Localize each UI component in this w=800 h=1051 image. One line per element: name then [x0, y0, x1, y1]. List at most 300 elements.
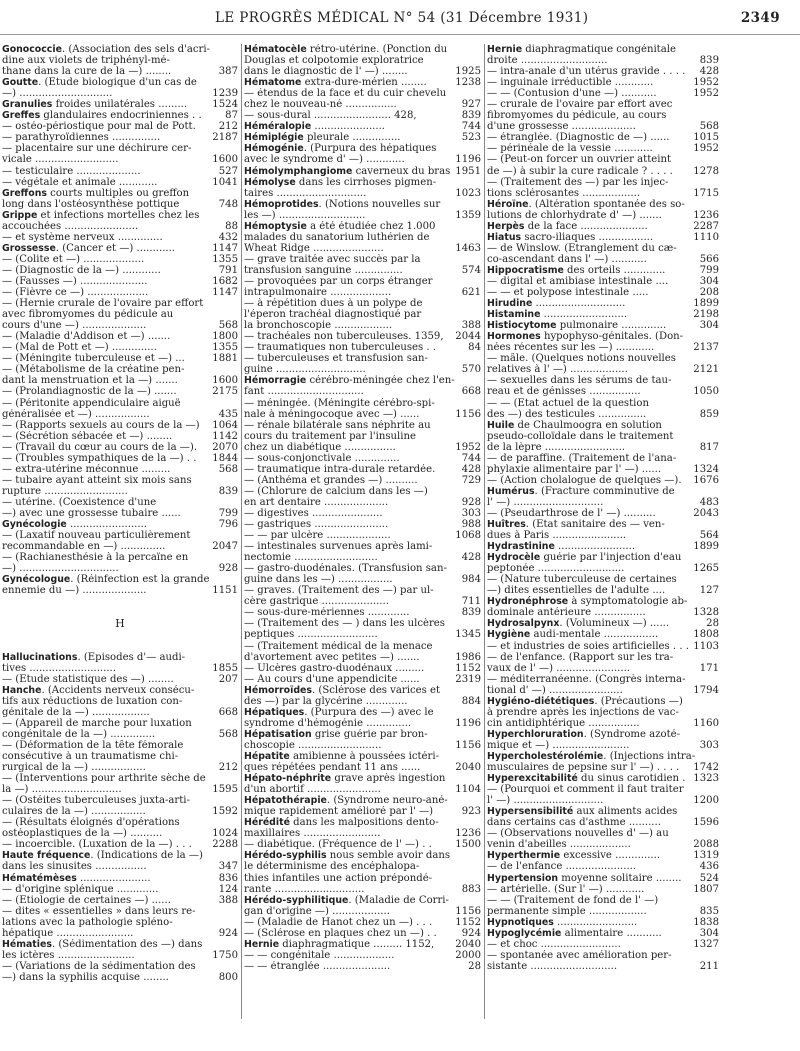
index-entry-line — [2, 508, 238, 519]
entry-text — [487, 486, 719, 497]
page-header — [0, 10, 800, 36]
entry-description: . (Sclérose des varices et — [311, 684, 440, 696]
page-reference: 839 — [461, 110, 481, 122]
index-entry-heading-line — [2, 188, 238, 199]
entry-text — [2, 77, 238, 88]
entry-description: aux aliments acides — [573, 806, 678, 818]
page-reference: 799 — [699, 264, 719, 276]
index-entry-line — [244, 508, 481, 519]
entry-text — [244, 762, 481, 773]
entry-text — [487, 618, 719, 629]
page-reference: 1715 — [693, 187, 719, 199]
entry-text — [244, 398, 481, 409]
entry-text — [244, 486, 481, 497]
index-column-1 — [2, 44, 238, 1044]
index-entry-line — [487, 464, 719, 475]
entry-description: dans le diagnostic de l' —) ........ — [244, 66, 408, 78]
page-reference: 2187 — [212, 132, 238, 144]
entry-description: — (Mal de Pott et —) .............. — [2, 342, 157, 354]
entry-text — [244, 939, 481, 950]
entry-text — [487, 475, 719, 486]
index-entry-line — [2, 88, 238, 99]
entry-text — [244, 685, 481, 696]
entry-description: — (Péritonite appendiculaire aiguë — [2, 397, 181, 409]
entry-description: — sous-conjonctivale .............. — [244, 452, 400, 464]
entry-description: — intestinales survenues après lami- — [244, 541, 433, 553]
entry-text — [487, 574, 719, 585]
page-reference: 303 — [699, 739, 719, 751]
entry-text — [2, 364, 238, 375]
page-reference: 729 — [461, 474, 481, 486]
index-entry-heading-line — [244, 177, 481, 188]
page-reference: 2288 — [212, 839, 238, 851]
index-entry-heading-line — [487, 265, 719, 276]
entry-description: — (Déformation de la tête fémorale — [2, 739, 184, 751]
entry-text — [2, 276, 238, 287]
index-entry-line — [244, 641, 481, 652]
entry-description: grise guérie par bron- — [311, 728, 428, 740]
index-entry-line — [244, 629, 481, 640]
entry-text — [2, 442, 238, 453]
entry-text — [487, 375, 719, 386]
page-reference: 568 — [218, 463, 238, 475]
entry-text — [487, 906, 719, 917]
index-entry-heading-line — [487, 519, 719, 530]
index-entry-line — [487, 409, 719, 420]
entry-description: glandulaires endocriniennes . . — [40, 110, 202, 122]
index-entry-line — [487, 950, 719, 961]
entry-description: cin antidiphtérique ................ — [487, 717, 640, 729]
entry-description: . (Purpura des —) avec le — [304, 706, 434, 718]
page-reference: 1196 — [455, 154, 481, 166]
entry-description: — (Observations nouvelles d' —) au — [487, 828, 669, 840]
entry-text — [2, 552, 238, 563]
index-entry-line — [244, 254, 481, 265]
entry-description: Douglas et colpotomie exploratrice — [244, 55, 424, 67]
index-entry-line — [244, 409, 481, 420]
entry-description: l' —) ............................ — [487, 496, 604, 508]
index-entry-heading-line — [487, 298, 719, 309]
index-entry-line — [2, 762, 238, 773]
index-entry-line — [487, 210, 719, 221]
index-entry-line — [244, 596, 481, 607]
entry-description: — (Rapports sexuels au cours de la —) — [2, 419, 200, 431]
index-entry-line — [2, 906, 238, 917]
entry-text — [487, 696, 719, 707]
entry-text — [244, 177, 481, 188]
index-entry-line — [487, 784, 719, 795]
page-reference: 2088 — [693, 839, 719, 851]
entry-text — [2, 309, 238, 320]
index-entry-line — [244, 607, 481, 618]
entry-text — [244, 409, 481, 420]
entry-description: dine aux violets de triphényl-mé- — [2, 55, 170, 67]
page-reference: 744 — [461, 452, 481, 464]
index-entry-heading-line — [244, 132, 481, 143]
entry-keyword: Hypoglycémie — [487, 927, 562, 939]
entry-description: l' —) ............................ — [487, 795, 604, 807]
entry-description: . (Accidents nerveux consécu- — [41, 684, 195, 696]
index-entry-line — [487, 276, 719, 287]
entry-description: culaires de la —) ................. — [2, 806, 146, 818]
entry-text — [487, 398, 719, 409]
entry-description: thane dans la cure de la —) ........ — [2, 66, 172, 78]
index-entry-line — [2, 177, 238, 188]
page-reference: 2047 — [212, 541, 238, 553]
entry-description: — sous-dure-mériennes ............. — [244, 607, 410, 619]
entry-text — [244, 828, 481, 839]
entry-description: — (Pseudarthrose de l' —) .......... — [487, 507, 656, 519]
entry-text — [244, 928, 481, 939]
entry-text — [487, 773, 719, 784]
entry-text — [244, 287, 481, 298]
entry-text — [487, 265, 719, 276]
entry-description: — (Travail du cœur au cours de la —). — [2, 441, 198, 453]
index-entry-line — [2, 497, 238, 508]
entry-keyword: Hirudine — [487, 298, 533, 310]
entry-description: cère gastrique ..................... — [244, 596, 389, 608]
index-entry-line — [487, 817, 719, 828]
entry-text — [2, 199, 238, 210]
entry-text — [244, 431, 481, 442]
page-reference: 796 — [218, 519, 238, 531]
index-entry-line — [487, 828, 719, 839]
entry-description: congénitale de la —) .............. — [2, 728, 156, 740]
entry-keyword: Haute fréquence — [2, 850, 91, 862]
index-entry-heading-line — [487, 618, 719, 629]
entry-text — [487, 541, 719, 552]
entry-description: venin d'abeilles ................... — [487, 839, 631, 851]
entry-text — [487, 729, 719, 740]
entry-description: .......................... — [540, 309, 628, 321]
entry-description: — incoercible. (Luxation de la —) . . . — [2, 839, 192, 851]
entry-text — [244, 740, 481, 751]
entry-description: des —) des testicules ............... — [487, 408, 647, 420]
page-reference: 621 — [461, 287, 481, 299]
entry-text — [487, 928, 719, 939]
entry-text — [244, 44, 481, 55]
index-entry-line — [244, 475, 481, 486]
page-reference: 800 — [218, 971, 238, 983]
page-reference: 1278 — [693, 165, 719, 177]
page-reference: 1239 — [212, 88, 238, 100]
entry-text — [244, 276, 481, 287]
entry-description: lutions de chlorhydrate d' —) ....... — [487, 209, 662, 221]
entry-description: — (Résultats éloignés d'opérations — [2, 817, 180, 829]
entry-keyword: Héroïne — [487, 198, 529, 210]
index-entry-line — [487, 895, 719, 906]
index-entry-line — [244, 674, 481, 685]
index-entry-line — [487, 375, 719, 386]
page-reference: 1151 — [212, 585, 238, 597]
entry-text — [244, 464, 481, 475]
entry-text — [244, 585, 481, 596]
entry-text — [244, 574, 481, 585]
entry-description: dans certains cas d'asthme .......... — [487, 817, 661, 829]
entry-description: — (Variations de la sédimentation des — [2, 960, 196, 972]
entry-text — [2, 762, 238, 773]
page-reference: 1881 — [212, 353, 238, 365]
entry-text — [244, 795, 481, 806]
page-reference: 1328 — [693, 607, 719, 619]
entry-description: ...................... — [311, 121, 386, 133]
entry-description: — (Sclérose en plaques chez un —) . . — [244, 927, 437, 939]
index-entry-line — [244, 88, 481, 99]
entry-text — [487, 154, 719, 165]
entry-description: — extra-utérine méconnue ......... — [2, 463, 171, 475]
page-reference: 884 — [461, 695, 481, 707]
entry-description: — — par ulcère .................... — [244, 530, 391, 542]
page-reference: 2070 — [212, 441, 238, 453]
entry-text — [2, 188, 238, 199]
entry-text — [487, 331, 719, 342]
page-reference: 1596 — [693, 817, 719, 829]
index-entry-heading-line — [487, 232, 719, 243]
entry-description: . (Syndrome neuro-ané- — [326, 795, 448, 807]
entry-description: — rénale bilatérale sans néphrite au — [244, 419, 431, 431]
index-entry-line — [2, 287, 238, 298]
entry-description: d'avortement avec petites —) ....... — [244, 651, 420, 663]
entry-description: — (Chlorure de calcium dans les —) — [244, 485, 428, 497]
index-entry-line — [487, 254, 719, 265]
index-entry-heading-line — [2, 99, 238, 110]
index-entry-line — [2, 154, 238, 165]
entry-description: consécutive à un traumatisme chi- — [2, 751, 179, 762]
entry-text — [2, 928, 238, 939]
entry-description: guine ............................ — [244, 364, 366, 376]
index-entry-line — [2, 663, 238, 674]
page-reference: 2198 — [693, 309, 719, 321]
index-column-2 — [244, 44, 481, 1044]
index-entry-line — [487, 574, 719, 585]
page-reference: 1355 — [212, 342, 238, 354]
page-reference: 859 — [699, 408, 719, 420]
index-entry-line — [2, 331, 238, 342]
entry-text — [2, 386, 238, 397]
entry-text — [2, 707, 238, 718]
entry-keyword: Hépatothérapie — [244, 795, 327, 807]
entry-description: nous semble avoir dans — [326, 850, 451, 862]
page-reference: 711 — [461, 596, 481, 608]
page-reference: 2043 — [693, 507, 719, 519]
index-entry-line — [2, 66, 238, 77]
entry-description: — spontanée avec amélioration per- — [487, 949, 672, 961]
page-reference: 1899 — [693, 298, 719, 310]
index-entry-line — [487, 442, 719, 453]
page-reference: 2000 — [455, 949, 481, 961]
entry-description: des orteils ............. — [563, 264, 666, 276]
entry-text — [487, 939, 719, 950]
index-entry-line — [487, 77, 719, 88]
entry-text — [2, 420, 238, 431]
index-entry-line — [2, 696, 238, 707]
index-entry-line — [2, 884, 238, 895]
entry-text — [2, 475, 238, 486]
page-reference: 1355 — [212, 253, 238, 265]
entry-description: — — étranglée ..................... — [244, 960, 391, 972]
page-reference: 1592 — [212, 806, 238, 818]
entry-text — [2, 861, 238, 872]
page-reference: 1142 — [212, 430, 238, 442]
index-entry-heading-line — [244, 375, 481, 386]
index-entry-line — [487, 674, 719, 685]
entry-description: — périnéale de la vessie ............ — [487, 143, 653, 155]
index-entry-line — [2, 563, 238, 574]
entry-description: — utérine. (Coexistence d'une — [2, 496, 157, 508]
entry-text — [487, 199, 719, 210]
entry-description: tions sclérosantes .................. — [487, 187, 641, 199]
index-entry-line — [244, 265, 481, 276]
entry-text — [487, 652, 719, 663]
index-entry-line — [2, 55, 238, 66]
entry-description: — (Prolandiagnostic de la —) ....... — [2, 386, 177, 398]
entry-text — [2, 674, 238, 685]
index-entry-line — [2, 121, 238, 132]
entry-keyword: Hyperchloruration — [487, 728, 584, 740]
entry-text — [487, 817, 719, 828]
index-entry-line — [2, 861, 238, 872]
entry-description: dominale antérieure ................ — [487, 607, 646, 619]
entry-text — [487, 585, 719, 596]
entry-keyword: Granulies — [2, 99, 53, 111]
entry-text — [487, 707, 719, 718]
entry-description: — (Etude statistique des —) ........ — [2, 673, 174, 685]
index-entry-line — [2, 431, 238, 442]
entry-keyword: Hémoptysie — [244, 220, 307, 232]
entry-description: l'éperon trachéal diagnostiqué par — [244, 309, 422, 321]
entry-keyword: Hémoprotides — [244, 198, 319, 210]
entry-text — [244, 386, 481, 397]
entry-description: guine dans les —) ................. — [244, 574, 393, 586]
entry-text — [487, 497, 719, 508]
entry-description: accouchées ....................... — [2, 220, 139, 232]
entry-keyword: Hanche — [2, 684, 42, 696]
entry-description: — (Méningite tuberculeuse et —) ... — [2, 353, 185, 365]
entry-description: alimentaire ........... — [561, 927, 662, 939]
page-reference: 388 — [218, 894, 238, 906]
index-entry-line — [2, 950, 238, 961]
index-entry-line — [487, 364, 719, 375]
page-reference: 748 — [218, 198, 238, 210]
page-reference: 1952 — [693, 77, 719, 89]
entry-keyword: Hématocèle — [244, 44, 307, 55]
entry-text — [2, 143, 238, 154]
index-entry-line — [487, 55, 719, 66]
entry-keyword: Greffes — [2, 110, 41, 122]
entry-description: — graves. (Traitement des —) par ul- — [244, 585, 434, 597]
page-reference: 836 — [218, 872, 238, 884]
entry-text — [2, 729, 238, 740]
index-entry-line — [2, 629, 238, 640]
entry-keyword: Grippe — [2, 209, 38, 221]
index-entry-heading-line — [487, 309, 719, 320]
entry-description: — végétale et animale ............ — [2, 176, 158, 188]
page-reference: 527 — [218, 165, 238, 177]
index-entry-heading-line — [487, 552, 719, 563]
entry-description: transfusion sanguine ............... — [244, 264, 403, 276]
entry-description: vaux de l' —) ....................... — [487, 662, 631, 674]
entry-text — [487, 751, 719, 762]
entry-text — [487, 276, 719, 287]
entry-description: le déterminisme des encéphalopa- — [244, 861, 420, 873]
entry-keyword: Grossesse — [2, 242, 56, 254]
entry-keyword: Hydrastinine — [487, 541, 555, 553]
index-entry-line — [2, 364, 238, 375]
entry-description: audi-mentale ................. — [530, 629, 659, 641]
entry-description: intrapulmonaire ................... — [244, 287, 392, 299]
entry-description: taires ............................ — [244, 187, 367, 199]
entry-text — [244, 243, 481, 254]
entry-description: rétro-utérine. (Ponction du — [306, 44, 448, 55]
index-entry-heading-line — [487, 917, 719, 928]
entry-description: . (Volumineux —) ...... — [559, 618, 670, 630]
index-entry-heading-line — [2, 574, 238, 585]
index-entry-line — [487, 177, 719, 188]
entry-description: guérie par l'injection d'eau — [540, 552, 682, 564]
index-entry-line — [487, 386, 719, 397]
index-entry-line — [244, 950, 481, 961]
index-entry-heading-line — [487, 806, 719, 817]
entry-text — [2, 398, 238, 409]
entry-description: rante ............................ — [244, 883, 365, 895]
index-entry-line — [2, 729, 238, 740]
index-entry-line — [244, 574, 481, 585]
entry-text — [487, 828, 719, 839]
entry-text — [244, 475, 481, 486]
index-entry-line — [244, 884, 481, 895]
entry-text — [487, 143, 719, 154]
index-entry-line — [244, 541, 481, 552]
index-entry-line — [2, 917, 238, 928]
index-entry-line — [487, 497, 719, 508]
page-reference: 668 — [461, 386, 481, 398]
entry-description: — (Colite et —) ................... — [2, 253, 145, 265]
entry-description: les ictères ........................ — [2, 949, 135, 961]
entry-text — [2, 563, 238, 574]
entry-text — [2, 906, 238, 917]
page-reference: 1952 — [455, 441, 481, 453]
page-reference: 564 — [699, 530, 719, 542]
index-entry-heading-line — [2, 519, 238, 530]
entry-text — [244, 618, 481, 629]
entry-description: peptonée ........................... — [487, 563, 625, 575]
page-reference: 1160 — [693, 717, 719, 729]
entry-text — [2, 453, 238, 464]
page-reference: 1156 — [455, 905, 481, 917]
entry-description: reau et de génisses ................ — [487, 386, 641, 398]
index-entry-line — [487, 740, 719, 751]
index-entry-line — [244, 210, 481, 221]
entry-description: — de l'enfance ...................... — [487, 861, 637, 873]
entry-keyword: Hydrocèle — [487, 552, 541, 564]
index-entry-heading-line — [2, 110, 238, 121]
index-entry-heading-line — [2, 685, 238, 696]
entry-description: — méditerranéenne. (Congrès interna- — [487, 673, 686, 685]
entry-keyword: Hémolyse — [244, 176, 296, 188]
entry-keyword: Hémorragie — [244, 375, 307, 387]
index-entry-line — [244, 519, 481, 530]
entry-keyword: Humérus — [487, 485, 535, 497]
index-entry-line — [487, 188, 719, 199]
entry-keyword: Hallucinations — [2, 651, 78, 663]
entry-description: de Chaulmoogra en solution — [514, 419, 662, 431]
index-entry-heading-line — [2, 652, 238, 663]
page-reference: 87 — [225, 110, 238, 122]
index-entry-line — [487, 398, 719, 409]
entry-description: génitale de la —) .................. — [2, 706, 150, 718]
entry-description: — diabétique. (Fréquence de l' —) . . — [244, 839, 432, 851]
entry-text — [244, 552, 481, 563]
